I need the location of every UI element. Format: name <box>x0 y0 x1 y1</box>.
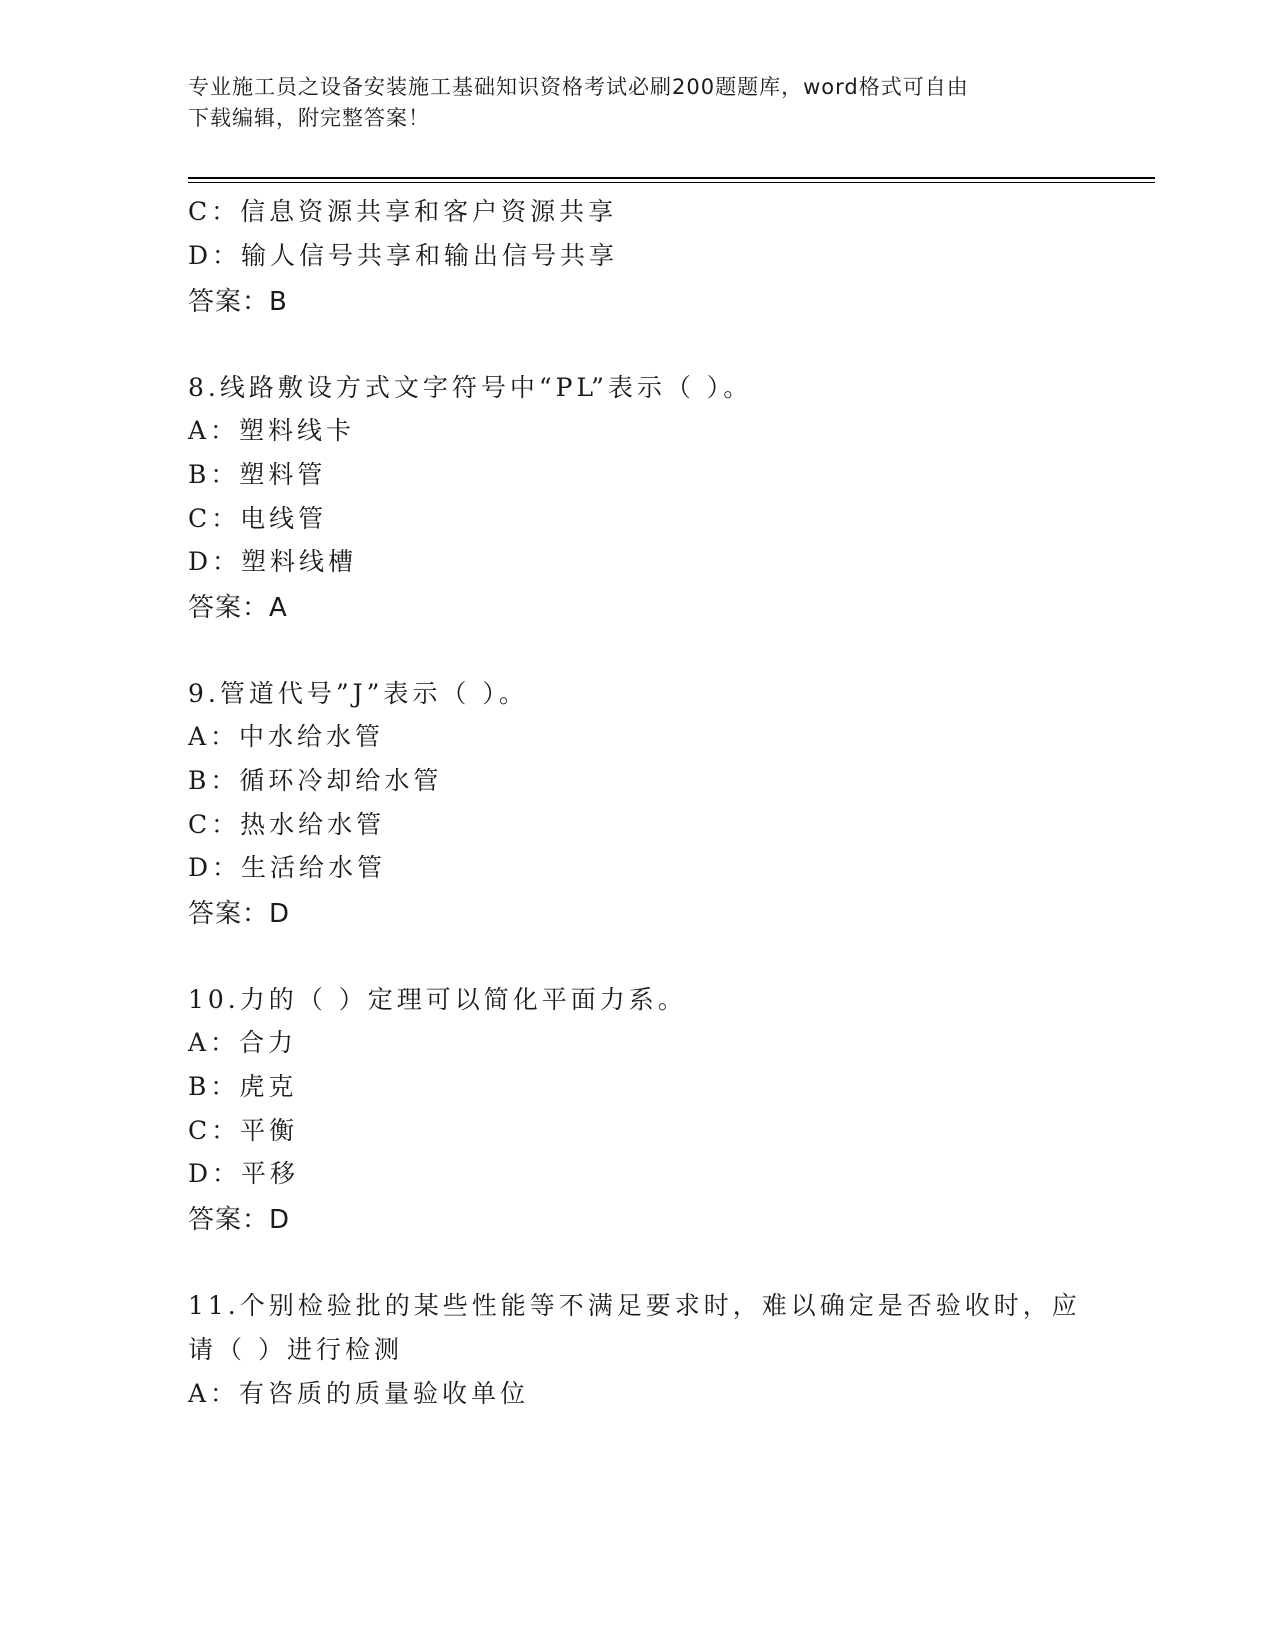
q7-answer: 答案：B <box>188 287 288 317</box>
q8-option-a: A：塑料线卡 <box>188 416 356 445</box>
q9-option-c: C：热水给水管 <box>188 810 386 839</box>
q11-question-line-2: 请（ ）进行检测 <box>188 1335 403 1364</box>
header-rule-thick <box>188 177 1155 179</box>
q8-option-b: B：塑料管 <box>188 460 327 489</box>
q7-option-d: D：输人信号共享和输出信号共享 <box>188 241 619 270</box>
q10-option-a: A：合力 <box>188 1028 298 1057</box>
q8-option-c: C：电线管 <box>188 504 328 533</box>
header-line-1: 专业施工员之设备安装施工基础知识资格考试必刷200题题库，word格式可自由 <box>188 75 969 99</box>
q8-answer: 答案：A <box>188 593 288 623</box>
q9-option-a: A：中水给水管 <box>188 722 385 751</box>
q9-option-d: D：生活给水管 <box>188 853 387 882</box>
q9-option-b: B：循环冷却给水管 <box>188 766 443 795</box>
q10-option-d: D：平移 <box>188 1159 300 1188</box>
q7-option-c: C：信息资源共享和客户资源共享 <box>188 197 618 226</box>
q8-option-d: D：塑料线槽 <box>188 547 358 576</box>
q11-question-line-1: 11.个别检验批的某些性能等不满足要求时，难以确定是否验收时，应 <box>188 1291 1081 1320</box>
q9-question: 9.管道代号”J”表示（ ）。 <box>188 679 528 708</box>
header-line-2: 下载编辑，附完整答案！ <box>188 106 430 130</box>
q10-question: 10.力的（ ）定理可以简化平面力系。 <box>188 985 687 1014</box>
header-rule-thin <box>188 182 1155 183</box>
q9-answer: 答案：D <box>188 899 291 929</box>
q10-option-b: B：虎克 <box>188 1072 298 1101</box>
document-header <box>188 72 1068 134</box>
q8-question: 8.线路敷设方式文字符号中“PL”表示（ ）。 <box>188 373 753 402</box>
q10-option-c: C：平衡 <box>188 1116 299 1145</box>
q10-answer: 答案：D <box>188 1205 291 1235</box>
q11-option-a: A：有咨质的质量验收单位 <box>188 1379 530 1408</box>
